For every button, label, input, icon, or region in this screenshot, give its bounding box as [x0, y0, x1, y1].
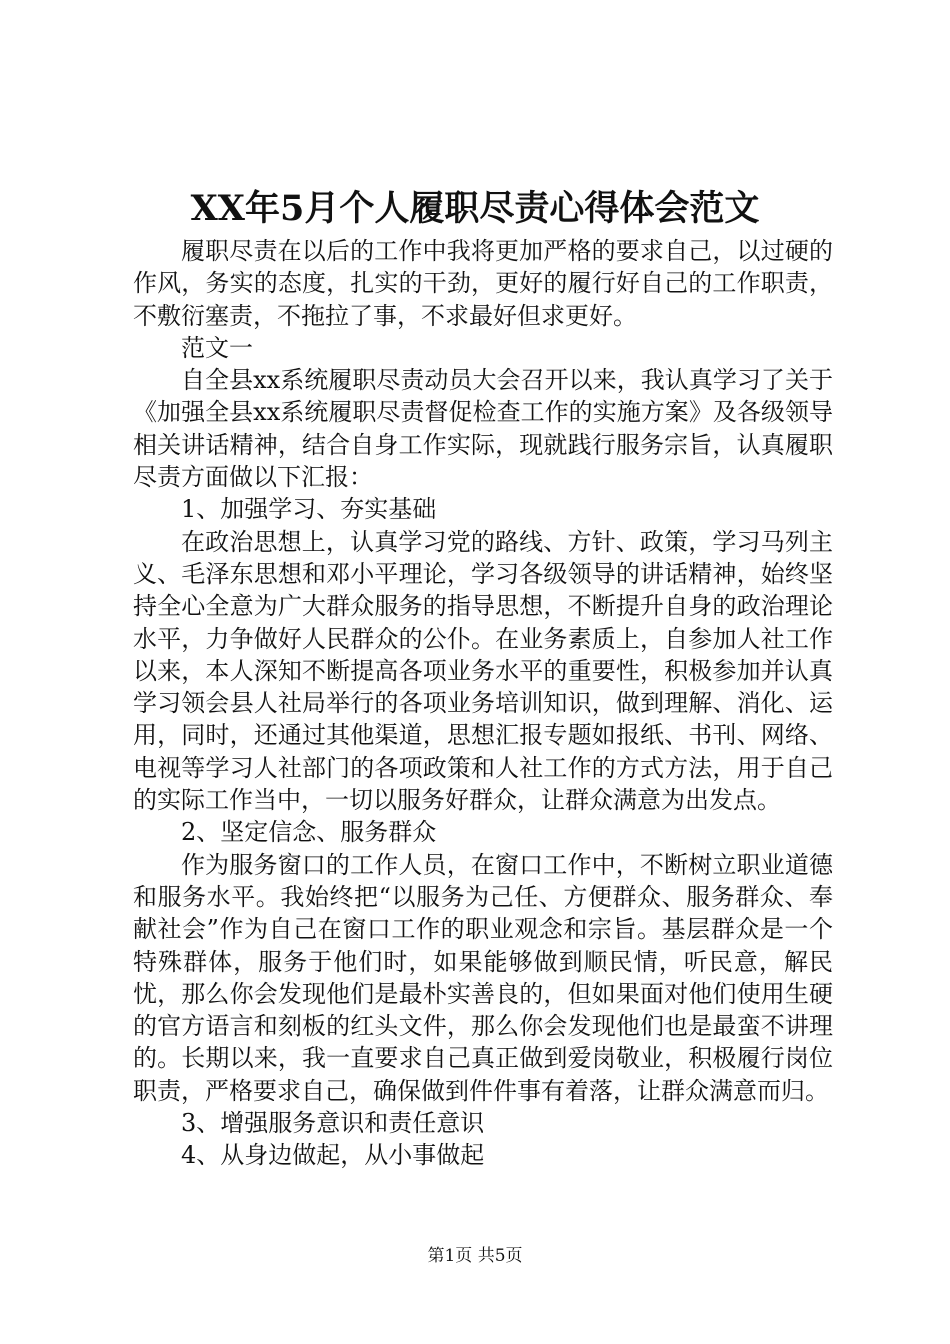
document-body — [133, 235, 833, 1172]
section-heading-2: 2、坚定信念、服务群众 — [181, 818, 437, 847]
section-heading-3: 3、增强服务意识和责任意识 — [181, 1109, 485, 1138]
page-number-footer: 第1页 共5页 — [427, 1246, 523, 1266]
section-heading-example-one: 范文一 — [181, 333, 253, 362]
document-title: XX年5月个人履职尽责心得体会范文 — [190, 188, 760, 229]
paragraph-intro: 履职尽责在以后的工作中我将更加严格的要求自己，以过硬的作风，务实的态度，扎实的干劲，更好的履行好自己的工作职责，不敷衍塞责，不拖拉了事，不求最好但求更好。 — [133, 237, 833, 330]
paragraph-report: 自全县xx系统履职尽责动员大会召开以来，我认真学习了关于《加强全县xx系统履职尽责督促检查工作的实施方案》及各级领导相关讲话精神，结合自身工作实际，现就践行服务宗旨，认真履职尽责方面做以下汇报： — [133, 366, 833, 492]
paragraph-study: 在政治思想上，认真学习党的路线、方针、政策，学习马列主义、毛泽东思想和邓小平理论，学习各级领导的讲话精神，始终坚持全心全意为广大群众服务的指导思想，不断提升自身的政治理论水平，力争做好人民群众的公仆。在业务素质上，自参加人社工作以来，本人深知不断提高各项业务水平的重要性，积极参加并认真学习领会县人社局举行的各项业务培训知识，做到理解、消化、运用，同时，还通过其他渠道，思想汇报专题如报纸、书刊、网络、电视等学习人社部门的各项政策和人社工作的方式方法，用于自己的实际工作当中，一切以服务好群众，让群众满意为出发点。 — [133, 527, 833, 815]
paragraph-service: 作为服务窗口的工作人员，在窗口工作中，不断树立职业道德和服务水平。我始终把“以服务为己任、方便群众、服务群众、奉献社会”作为自己在窗口工作的职业观念和宗旨。基层群众是一个特殊群体，服务于他们时，如果能够做到顺民情，听民意，解民忧，那么你会发现他们是最朴实善良的，但如果面对他们使用生硬的官方语言和刻板的红头文件，那么你会发现他们也是最蛮不讲理的。长期以来，我一直要求自己真正做到爱岗敬业，积极履行岗位职责，严格要求自己，确保做到件件事有着落，让群众满意而归。 — [133, 850, 833, 1105]
section-heading-4: 4、从身边做起，从小事做起 — [181, 1141, 485, 1170]
section-heading-1: 1、加强学习、夯实基础 — [181, 495, 437, 524]
